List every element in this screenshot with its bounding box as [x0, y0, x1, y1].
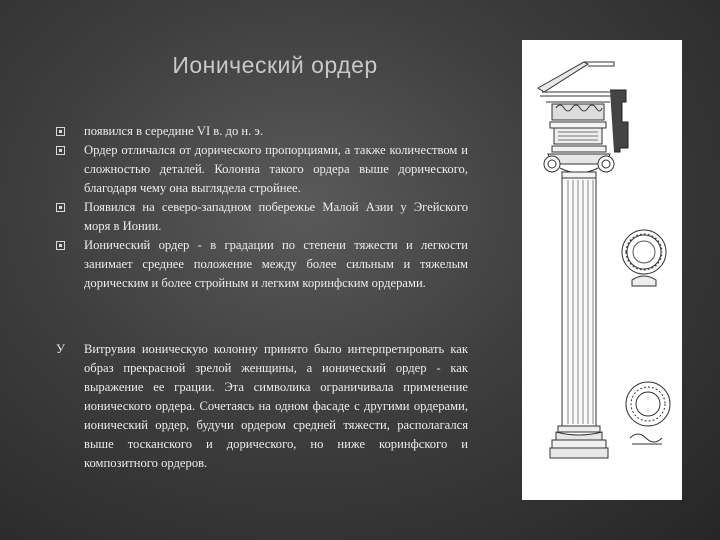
paragraph-text: Витрувия ионическую колонну принято было интерпретировать как образ прекрасной зрелой женщины, а ионический ордер - как выражение ее грации. Эта символика ограничивала применение ионического ордера. Сочетаясь на одном фасаде с другими ордерами, ионический ордер, будучи ордером средней тяжести, располагался выше тосканского и дорического, но ниже коринфского и композитного ордеров. [84, 342, 468, 470]
bullet-icon [56, 146, 65, 155]
column-illustration [522, 40, 682, 500]
bullet-text: Ионический ордер - в градации по степени тяжести и легкости занимает среднее положение между более сильным и тяжелым дорическим и более стройным и легким коринфским ордерами. [84, 238, 468, 290]
list-item [56, 236, 468, 293]
vitruvius-paragraph [56, 340, 468, 473]
bullet-text: появился в середине VI в. до н. э. [84, 124, 263, 138]
paragraph-marker: У [56, 342, 65, 356]
list-item [56, 122, 468, 141]
bullet-icon [56, 203, 65, 212]
bullet-icon [56, 127, 65, 136]
bullet-text: Появился на северо-западном побережье Малой Азии у Эгейского моря в Ионии. [84, 200, 468, 233]
slide-title: Ионический ордер [172, 52, 378, 78]
bullet-list [56, 122, 468, 293]
list-item [56, 141, 468, 198]
list-item [56, 198, 468, 236]
bullet-icon [56, 241, 65, 250]
ionic-column-drawing [522, 40, 682, 500]
bullet-text: Ордер отличался от дорического пропорциями, а также количеством и сложностью деталей. Колонна такого ордера выше дорического, благодаря чему она выглядела стройнее. [84, 143, 468, 195]
